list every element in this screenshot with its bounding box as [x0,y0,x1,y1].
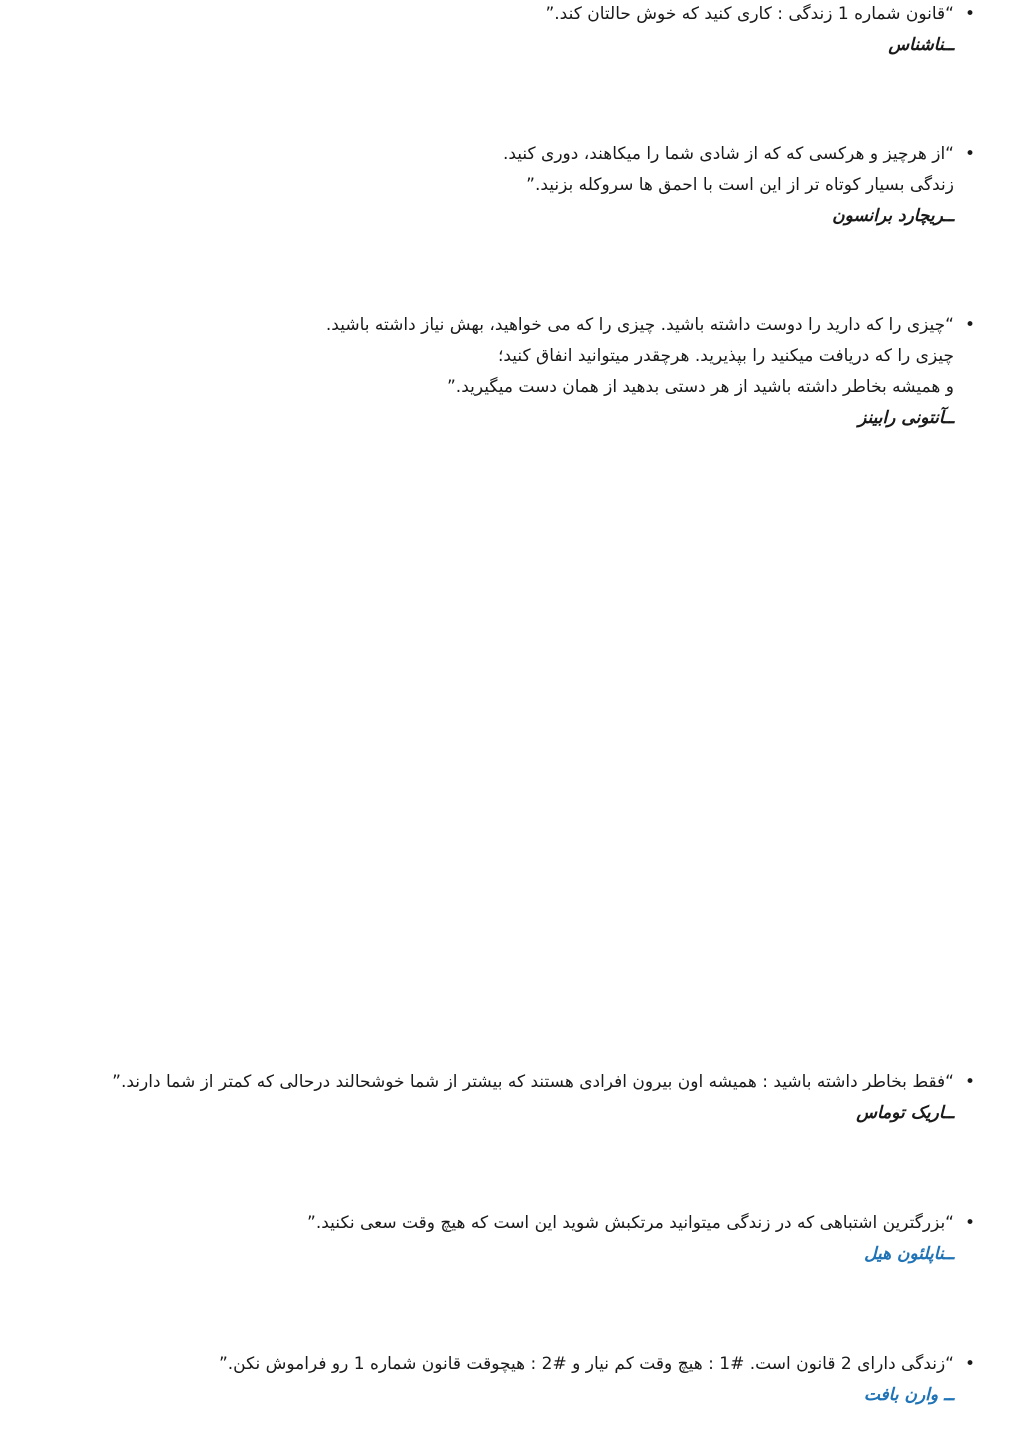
bullet-icon: • [964,1354,976,1374]
quote-author-link[interactable]: ــناپلئون هیل [864,1244,954,1264]
quote-text: زندگی بسیار کوتاه تر از این است با احمق ها سروکله بزنید.” [526,175,954,195]
quote-author-link[interactable]: ــ وارن بافت [863,1385,954,1405]
quote-item [0,1067,976,1129]
quote-item [0,1208,976,1270]
bullet-icon: • [964,315,976,335]
bullet-icon: • [964,144,976,164]
quote-item [0,0,976,61]
quote-text: “بزرگترین اشتباهی که در زندگی میتوانید مرتکبش شوید این است که هیچ وقت سعی نکنید.” [307,1213,954,1233]
quote-text: “قانون شماره 1 زندگی : کاری کنید که خوش حالتان کند.” [545,4,954,24]
quote-item [0,1349,976,1411]
quote-author: ــآنتونی رابینز [858,408,954,428]
quote-text: و همیشه بخاطر داشته باشید از هر دستی بدهید از همان دست میگیرید.” [446,377,954,397]
quote-text: “چیزی را که دارید را دوست داشته باشید. چیزی را که می خواهید، بهش نیاز داشته باشید. [325,315,954,335]
quote-item [0,310,976,434]
quote-author: ــناشناس [888,35,954,55]
quote-text: “از هرچیز و هرکسی که که از شادی شما را میکاهند، دوری کنید. [502,144,954,164]
bullet-icon: • [964,1213,976,1233]
quote-text: “فقط بخاطر داشته باشید : همیشه اون بیرون افرادی هستند که بیشتر از شما خوشحالند درحالی که کمتر از شما دارند.” [112,1072,954,1092]
bullet-icon: • [964,1072,976,1092]
quote-item [0,139,976,232]
quote-author: ــاریک توماس [856,1103,954,1123]
quote-text: چیزی را که دریافت میکنید را بپذیرید. هرچقدر میتوانید انفاق کنید؛ [497,346,954,366]
quote-author: ــریچارد برانسون [832,206,954,226]
quote-text: “زندگی دارای 2 قانون است. #1 : هیچ وقت کم نیار و #2 : هیچوقت قانون شماره 1 رو فراموش نکن.” [218,1354,954,1374]
bullet-icon: • [964,4,976,24]
